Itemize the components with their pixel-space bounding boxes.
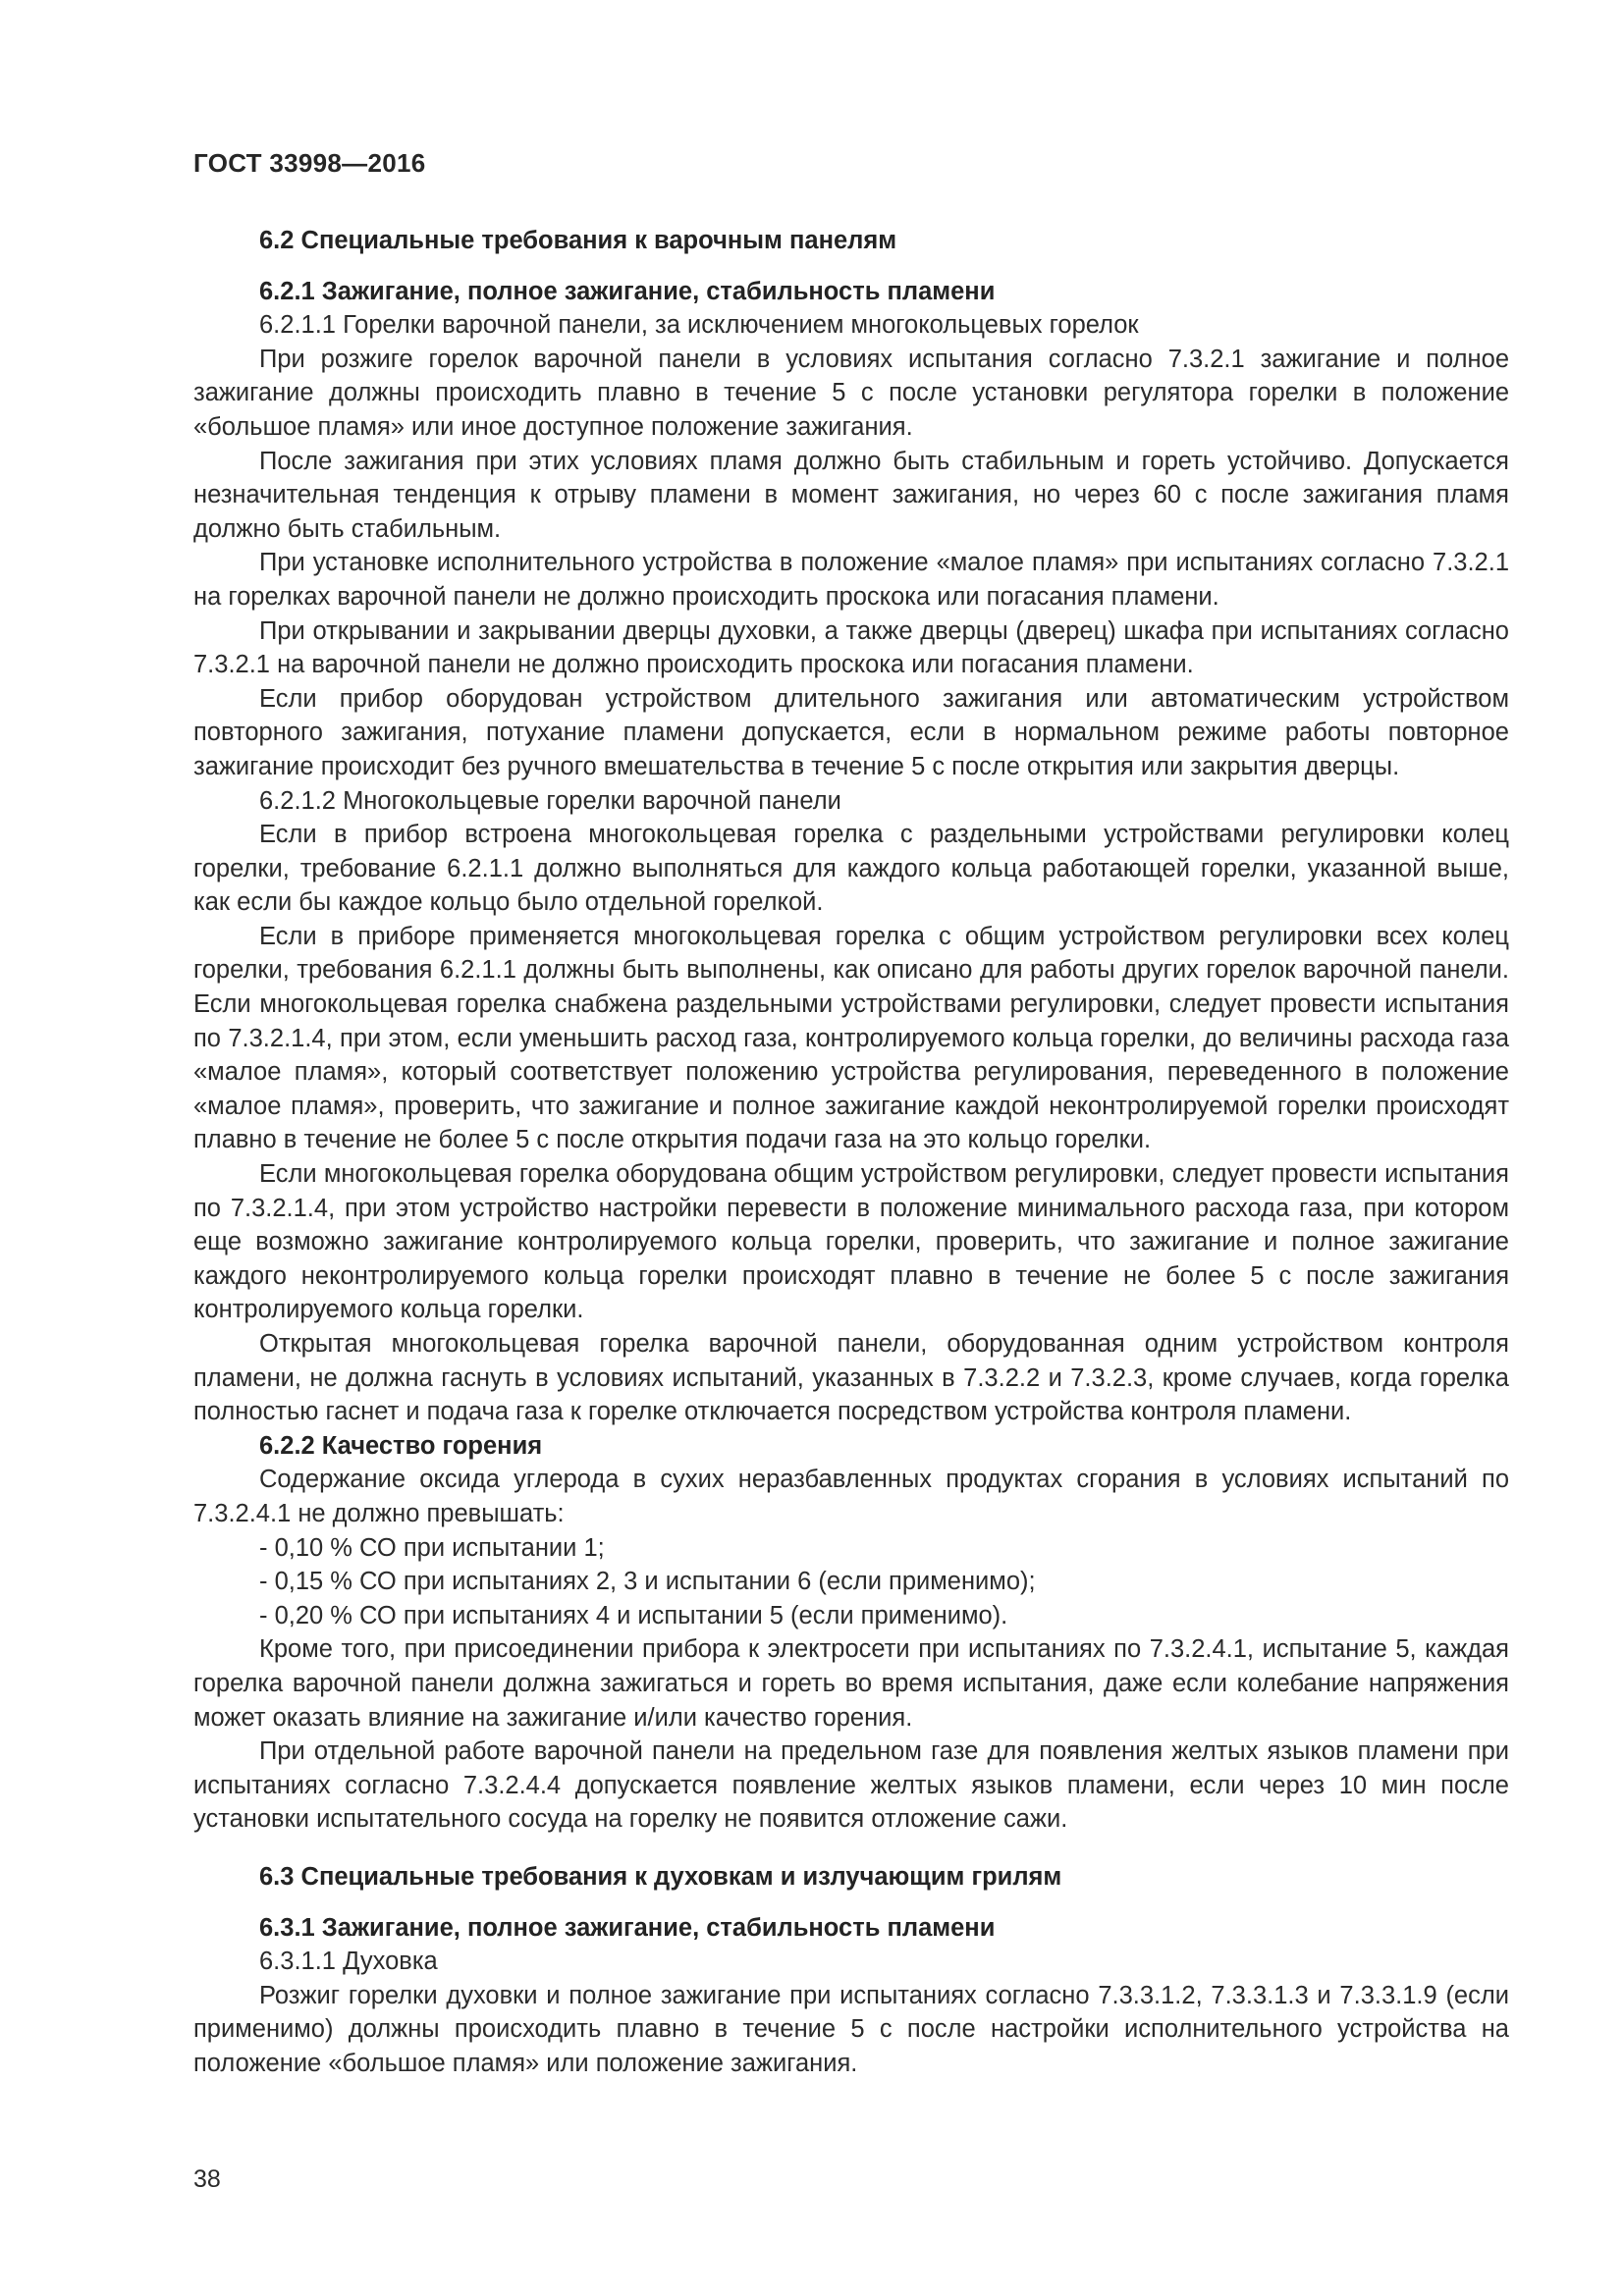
paragraph: При розжиге горелок варочной панели в условиях испытания согласно 7.3.2.1 зажигание и полное зажигание должны происходить плавно в течение 5 с после установки регулятора горелки в положение «большое пламя» или иное доступное положение зажигания.: [193, 345, 1509, 441]
list-item: - 0,20 % СО при испытаниях 4 и испытании 5 (если применимо).: [259, 1601, 1008, 1629]
section-6-2-heading: 6.2 Специальные требования к варочным панелям: [259, 227, 897, 254]
list-item: - 0,15 % СО при испытаниях 2, 3 и испытании 6 (если применимо);: [259, 1568, 1036, 1596]
paragraph: Содержание оксида углерода в сухих неразбавленных продуктах сгорания в условиях испытаний по 7.3.2.4.1 не должно превышать:: [193, 1466, 1509, 1527]
section-6-3-1-heading: 6.3.1 Зажигание, полное зажигание, стабильность пламени: [259, 1913, 996, 1942]
document-code-header: ГОСТ 33998—2016: [193, 148, 426, 178]
paragraph: Если в приборе применяется многокольцевая горелка с общим устройством регулировки всех колец горелки, требования 6.2.1.1 должны быть выполнены, как описано для работы других горелок варочной панели. Если многокольцевая горелка снабжена раздельными устройствами регулировки, следует провести испытания по 7.3.2.1.4, при этом, если уменьшить расход газа, контролируемого кольца горелки, до величины расхода газа «малое пламя», который соответствует положению устройства регулирования, переведенного в положение «малое пламя», проверить, что зажигание и полное зажигание каждой неконтролируемой горелки происходят плавно в течение не более 5 с после открытия подачи газа на это кольцо горелки.: [193, 922, 1509, 1154]
paragraph: После зажигания при этих условиях пламя должно быть стабильным и гореть устойчиво. Допускается незначительная тенденция к отрыву пламени в момент зажигания, но через 60 с после зажигания пламя должно быть стабильным.: [193, 447, 1509, 543]
paragraph: Если в прибор встроена многокольцевая горелка с раздельными устройствами регулировки колец горелки, требование 6.2.1.1 должно выполняться для каждого кольца работающей горелки, указанной выше, как если бы каждое кольцо было отдельной горелкой.: [193, 821, 1509, 917]
paragraph: При отдельной работе варочной панели на предельном газе для появления желтых языков пламени при испытаниях согласно 7.3.2.4.4 допускается появление желтых языков пламени, если через 10 мин после установки испытательного сосуда на горелку не появится отложение сажи.: [193, 1737, 1509, 1834]
paragraph: Кроме того, при присоединении прибора к электросети при испытаниях по 7.3.2.4.1, испытание 5, каждая горелка варочной панели должна зажигаться и гореть во время испытания, даже если колебание напряжения может оказать влияние на зажигание и/или качество горения.: [193, 1635, 1509, 1732]
paragraph: При установке исполнительного устройства в положение «малое пламя» при испытаниях согласно 7.3.2.1 на горелках варочной панели не должно происходить проскока или погасания пламени.: [193, 549, 1509, 611]
paragraph: Если многокольцевая горелка оборудована общим устройством регулировки, следует провести испытания по 7.3.2.1.4, при этом устройство настройки перевести в положение минимального расхода газа, при котором еще возможно зажигание контролируемого кольца горелки, проверить, что зажигание и полное зажигание каждого неконтролируемого кольца горелки происходят плавно в течение не более 5 с после зажигания контролируемого кольца горелки.: [193, 1160, 1509, 1324]
page-number: 38: [193, 2165, 221, 2193]
paragraph: 6.2.1.1 Горелки варочной панели, за исключением многокольцевых горелок: [259, 311, 1139, 340]
paragraph: 6.3.1.1 Духовка: [259, 1948, 438, 1976]
paragraph: Открытая многокольцевая горелка варочной панели, оборудованная одним устройством контроля пламени, не должна гаснуть в условиях испытаний, указанных в 7.3.2.2 и 7.3.2.3, кроме случаев, когда горелка полностью гаснет и подача газа к горелке отключается посредством устройства контроля пламени.: [193, 1330, 1509, 1426]
paragraph: Розжиг горелки духовки и полное зажигание при испытаниях согласно 7.3.3.1.2, 7.3.3.1.3 и 7.3.3.1.9 (если применимо) должны происходить плавно в течение 5 с после настройки исполнительного устройства на положение «большое пламя» или положение зажигания.: [193, 1981, 1509, 2077]
paragraph: При открывании и закрывании дверцы духовки, а также дверцы (дверец) шкафа при испытаниях согласно 7.3.2.1 на варочной панели не должно происходить проскока или погасания пламени.: [193, 616, 1509, 679]
section-6-2-2-heading: 6.2.2 Качество горения: [259, 1431, 543, 1460]
section-6-3-heading: 6.3 Специальные требования к духовкам и излучающим грилям: [259, 1862, 1062, 1891]
paragraph: 6.2.1.2 Многокольцевые горелки варочной панели: [259, 786, 841, 815]
section-6-2-1-heading: 6.2.1 Зажигание, полное зажигание, стабильность пламени: [259, 277, 996, 305]
document-body: [193, 224, 1509, 2080]
paragraph: Если прибор оборудован устройством длительного зажигания или автоматическим устройством повторного зажигания, потухание пламени допускается, если в нормальном режиме работы повторное зажигание происходит без ручного вмешательства в течение 5 с после открытия или закрытия дверцы.: [193, 684, 1509, 780]
list-item: - 0,10 % СО при испытании 1;: [259, 1533, 605, 1562]
